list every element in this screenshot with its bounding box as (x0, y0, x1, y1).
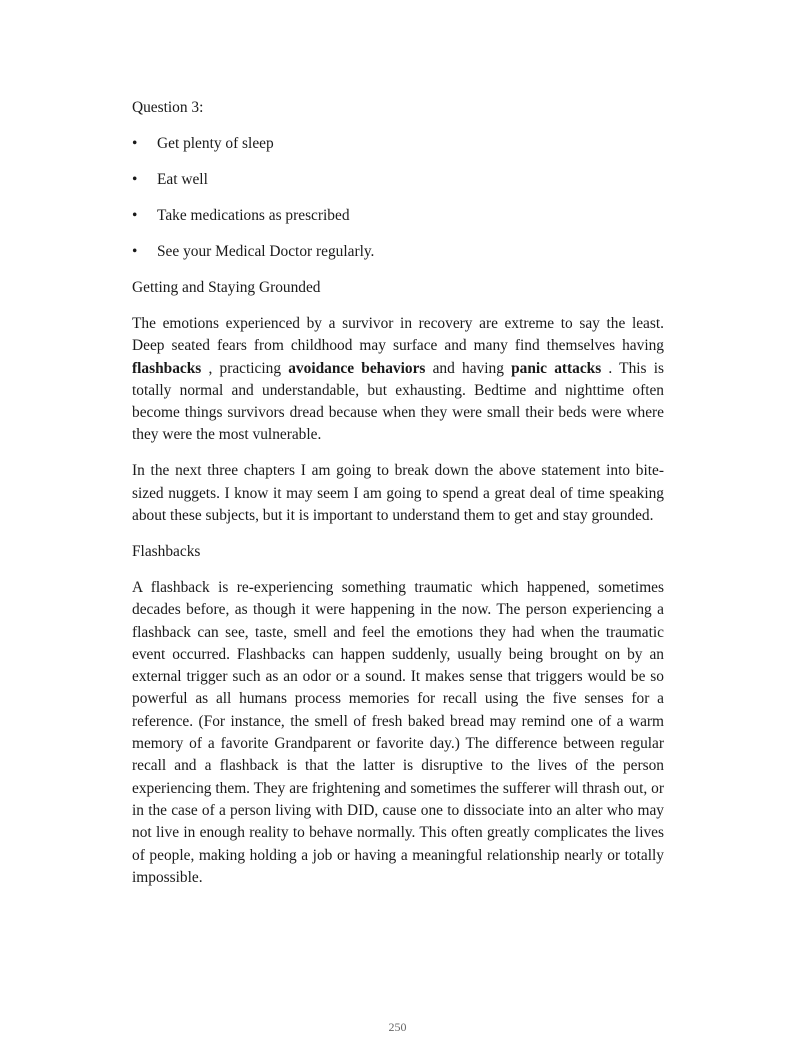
paragraph-text: , practicing (201, 359, 289, 377)
bold-term-panic: panic attacks (511, 359, 602, 377)
paragraph-chapters: In the next three chapters I am going to break down the above statement into bite-sized nuggets. I know it may seem I am going to spend a great deal of time speaking about these subjects, but it is important to understand them to get and stay grounded. (132, 462, 664, 524)
list-item-text: Take medications as prescribed (157, 206, 350, 224)
bullet-icon: • (132, 170, 138, 188)
section-heading-grounded: Getting and Staying Grounded (132, 278, 321, 296)
bullet-list (132, 133, 664, 263)
question-label: Question 3: (132, 99, 204, 116)
list-item (132, 205, 664, 227)
paragraph-text: and having (425, 359, 512, 377)
list-item-text: Eat well (157, 170, 208, 188)
paragraph-text: The emotions experienced by a survivor in recovery are extreme to say the least. Deep seated fears from childhood may surface and many find themselves having (132, 314, 664, 355)
list-item (132, 133, 664, 155)
list-item-text: See your Medical Doctor regularly. (157, 242, 375, 260)
list-item (132, 169, 664, 191)
list-item-text: Get plenty of sleep (157, 134, 274, 152)
page-number: 250 (388, 1020, 407, 1034)
section-heading-flashbacks: Flashbacks (132, 542, 201, 560)
list-item (132, 241, 664, 263)
page-content (132, 97, 664, 903)
bullet-icon: • (132, 242, 138, 260)
paragraph-flashback-definition: A flashback is re-experiencing something traumatic which happened, sometimes decades before, as though it were happening in the now. The person experiencing a flashback can see, taste, smell and feel the emotions they had when the traumatic event occurred. Flashbacks can happen suddenly, usually being brought on by an external trigger such as an odor or a sound. It makes sense that triggers would be so powerful as all humans process memories for recall using the five senses for a reference. (For instance, the smell of fresh baked bread may remind one of a warm memory of a favorite Grandparent or favorite day.) The difference between regular recall and a flashback is that the latter is disruptive to the lives of the person experiencing them. They are frightening and sometimes the sufferer will thrash out, or in the case of a person living with DID, cause one to dissociate into an alter who may not live in enough reality to behave normally. This often greatly complicates the lives of people, making holding a job or having a meaningful relationship nearly or totally impossible. (132, 578, 664, 886)
paragraph-emotions (132, 313, 664, 447)
bold-term-flashbacks: flashbacks (132, 359, 202, 377)
bullet-icon: • (132, 206, 138, 224)
bullet-icon: • (132, 134, 138, 152)
paragraph-text: . This is totally normal and understandable, but exhausting. Bedtime and nighttime often become things survivors dread because when they were small their beds were where they were the most vulnerable. (132, 359, 664, 444)
bold-term-avoidance: avoidance behaviors (288, 359, 426, 377)
